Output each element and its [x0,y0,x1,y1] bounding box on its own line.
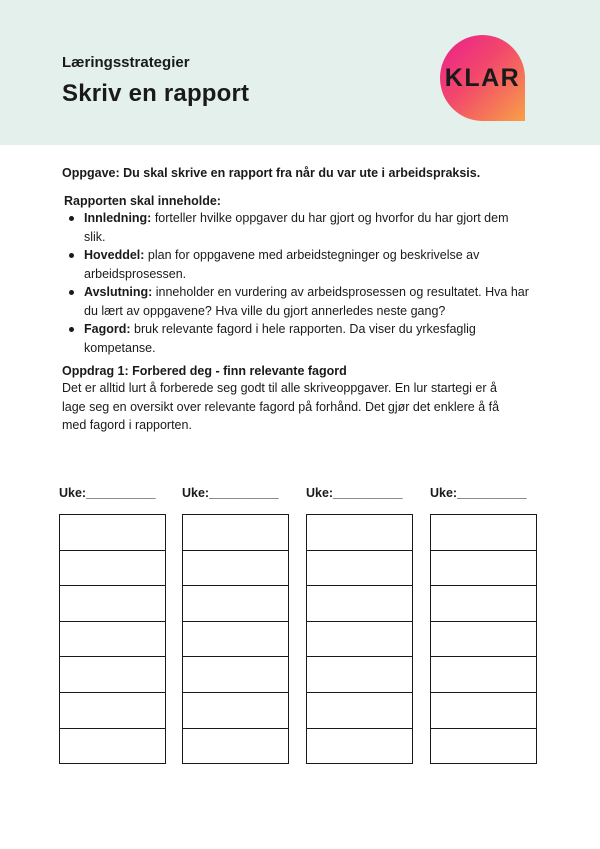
word-cell[interactable] [431,515,536,551]
word-cell[interactable] [60,729,165,764]
list-item [62,209,532,246]
word-cell[interactable] [431,586,536,622]
word-grid [306,514,413,764]
word-cell[interactable] [183,586,288,622]
word-cell[interactable] [307,657,412,693]
word-cell[interactable] [431,693,536,729]
list-item-text: forteller hvilke oppgaver du har gjort og hvorfor du har gjort dem slik. [84,211,509,244]
word-cell[interactable] [183,515,288,551]
word-cell[interactable] [307,515,412,551]
word-cell[interactable] [183,551,288,587]
word-cell[interactable] [183,622,288,658]
list-item [62,320,532,357]
list-item-text: inneholder en vurdering av arbeidsprosessen og resultatet. Hva har du lært av oppgavene? Hva ville du gjort annerledes neste gang? [84,285,529,318]
word-cell[interactable] [431,622,536,658]
page-title: Skriv en rapport [62,80,250,107]
word-cell[interactable] [60,622,165,658]
word-cell[interactable] [60,551,165,587]
list-item [62,246,532,283]
word-cell[interactable] [307,729,412,764]
week-column-3 [306,486,414,764]
word-grid [182,514,289,764]
list-item-text: plan for oppgavene med arbeidstegninger og beskrivelse av arbeidsprosessen. [84,248,480,281]
week-label: Uke:__________ [430,486,527,500]
logo-text: KLAR [444,63,521,92]
list-item-term: Hoveddel: [84,248,145,262]
word-cell[interactable] [60,586,165,622]
header-band [0,0,600,145]
contents-list [62,209,532,357]
list-item-text: bruk relevante fagord i hele rapporten. Da viser du yrkesfaglig kompetanse. [84,322,476,355]
word-cell[interactable] [60,515,165,551]
contents-heading: Rapporten skal inneholde: [64,194,221,208]
word-cell[interactable] [307,693,412,729]
week-column-1 [59,486,167,764]
word-cell[interactable] [183,693,288,729]
word-grid [59,514,166,764]
word-cell[interactable] [183,657,288,693]
word-cell[interactable] [307,551,412,587]
assignment-heading: Oppdrag 1: Forbered deg - finn relevante fagord [62,364,347,378]
list-item [62,283,532,320]
word-cell[interactable] [307,586,412,622]
list-item-term: Avslutning: [84,285,153,299]
week-column-4 [430,486,538,764]
assignment-text: Det er alltid lurt å forberede seg godt til alle skriveoppgaver. En lur startegi er å lage seg en oversikt over relevante fagord på forhånd. Det gjør det enklere å få med fagord i rapporten. [62,381,500,432]
week-label: Uke:__________ [182,486,279,500]
list-item-term: Fagord: [84,322,131,336]
list-item-term: Innledning: [84,211,152,225]
word-grid [430,514,537,764]
word-cell[interactable] [183,729,288,764]
week-label: Uke:__________ [306,486,403,500]
word-cell[interactable] [60,693,165,729]
task-description: Oppgave: Du skal skrive en rapport fra når du var ute i arbeidspraksis. [62,166,481,180]
word-cell[interactable] [60,657,165,693]
word-cell[interactable] [431,551,536,587]
week-column-2 [182,486,290,764]
word-cell[interactable] [431,729,536,764]
word-cell[interactable] [431,657,536,693]
page-subtitle: Læringsstrategier [62,54,190,71]
klar-logo [440,35,525,121]
week-label: Uke:__________ [59,486,156,500]
word-cell[interactable] [307,622,412,658]
